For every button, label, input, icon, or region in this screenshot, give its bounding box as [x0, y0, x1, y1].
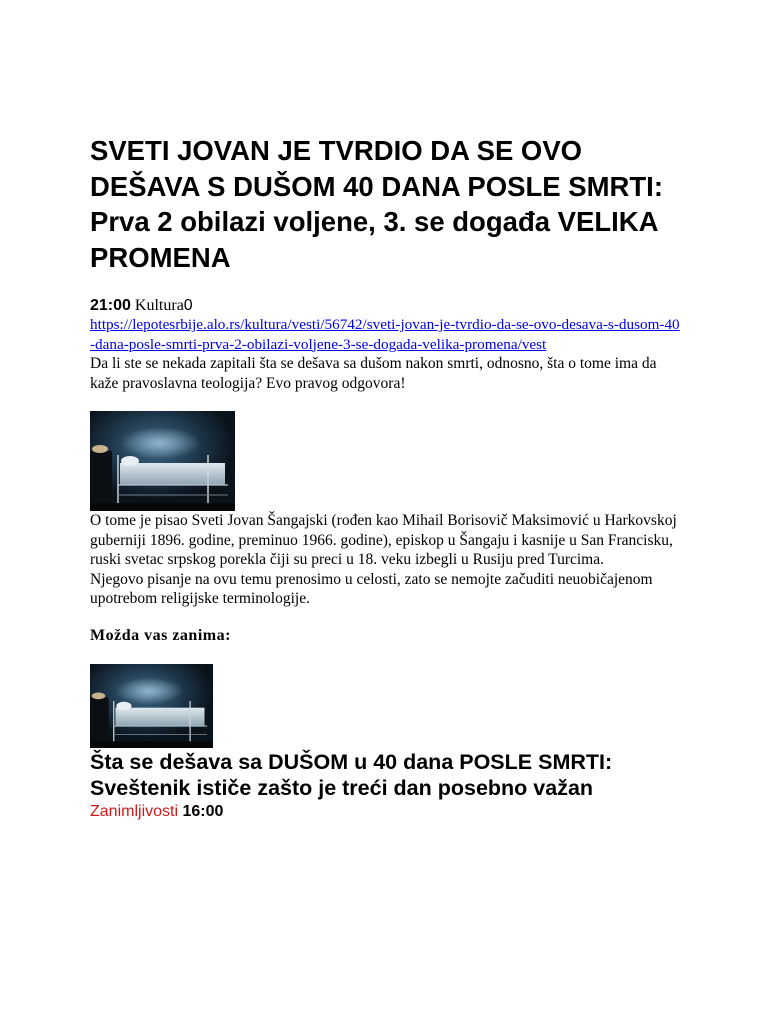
related-heading: Možda vas zanima: [90, 626, 231, 644]
article-url-link[interactable]: https://lepotesrbije.alo.rs/kultura/vesti/56742/sveti-jovan-je-tvrdio-da-se-ovo-desava-s-dusom-40-dana-posle-smrti-prva-2-obilazi-voljene-3-se-dogada-velika-promena/vest [90, 316, 680, 353]
comment-count[interactable]: 0 [183, 297, 193, 314]
related-article-meta [90, 802, 680, 822]
article-title: SVETI JOVAN JE TVRDIO DA SE OVO DEŠAVA S DUŠOM 40 DANA POSLE SMRTI: Prva 2 obilazi voljene, 3. se događa VELIKA PROMENA [90, 135, 663, 273]
related-article-category[interactable]: Zanimljivosti [90, 802, 179, 820]
article-intro: Da li ste se nekada zapitali šta se dešava sa dušom nakon smrti, odnosno, šta o tome ima da kaže pravoslavna teologija? Evo pravog odgovora! [90, 355, 657, 392]
article-time: 21:00 [90, 297, 131, 314]
related-article-title[interactable]: Šta se dešava sa DUŠOM u 40 dana POSLE SMRTI: Sveštenik ističe zašto je treći dan posebno važan [90, 749, 613, 800]
related-article-time: 16:00 [182, 802, 224, 820]
article-paragraph: Njegovo pisanje na ovu temu prenosimo u celosti, zato se nemojte začuditi neuobičajenom upotrebom religijske terminologije. [90, 570, 653, 607]
article-meta [90, 296, 680, 315]
article-paragraph: O tome je pisao Sveti Jovan Šangajski (rođen kao Mihail Borisovič Maksimović u Harkovskoj guberniji 1896. godine, preminuo 1966. godine), episkop u Šangaju i kasnije u San Francisku, ruski svetac srpskog porekla čiji su preci u 18. veku izbegli u Rusiju pred Turcima. [90, 512, 677, 568]
related-article-image[interactable] [90, 664, 213, 748]
related-article[interactable] [90, 664, 680, 822]
article-image [90, 411, 235, 511]
article [90, 133, 680, 822]
article-category[interactable]: Kultura [134, 297, 184, 314]
